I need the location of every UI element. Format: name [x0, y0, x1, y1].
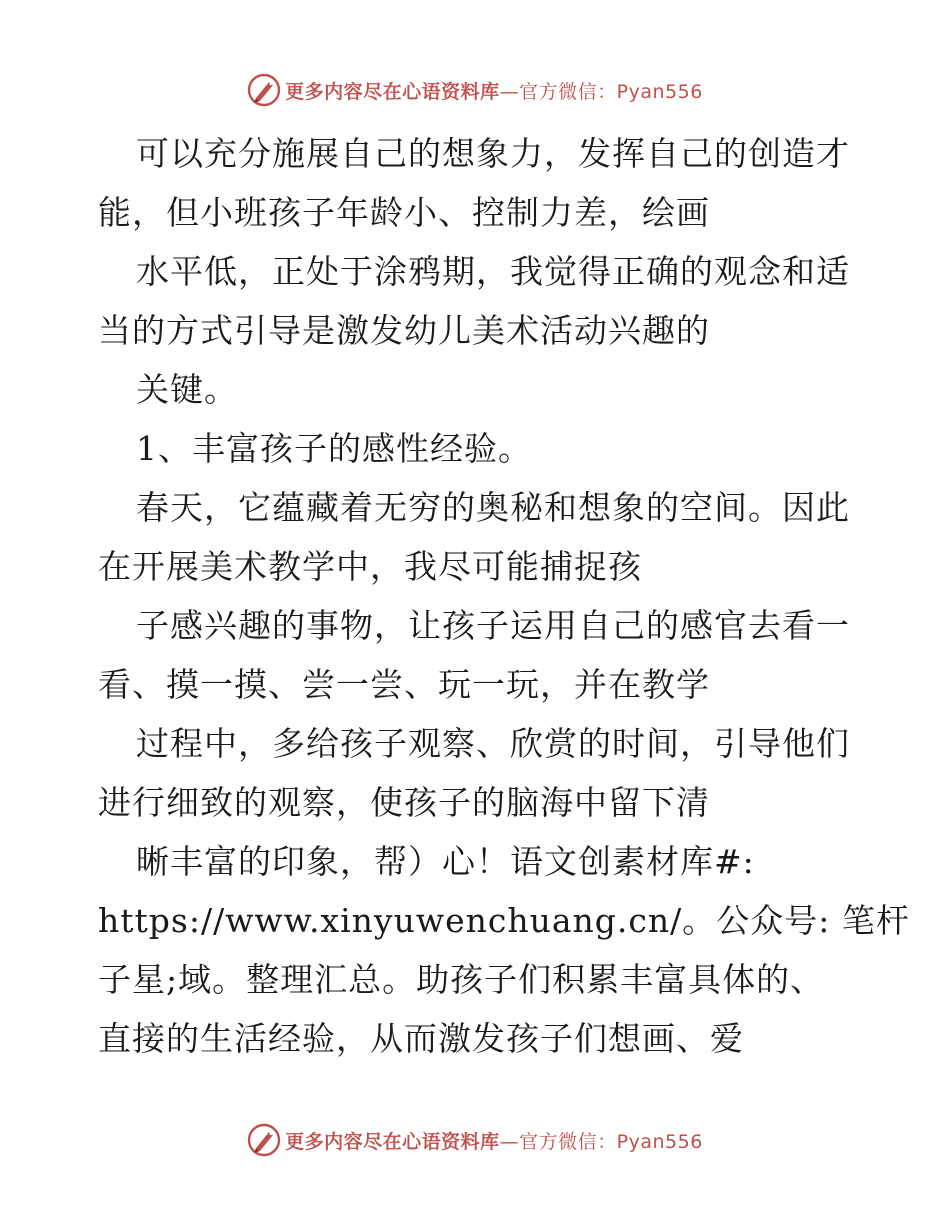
text-line: 子感兴趣的事物，让孩子运用自己的感官去看一 [136, 606, 850, 645]
pen-logo-icon [247, 1123, 281, 1157]
text-line: 当的方式引导是激发幼儿美术活动兴趣的 [98, 311, 710, 350]
footer-banner-inner [247, 1123, 703, 1157]
text-line: 晰丰富的印象，帮）心！语文创素材库#: [136, 842, 755, 881]
text-line: 春天，它蕴藏着无穷的奥秘和想象的空间。因此 [136, 488, 850, 527]
footer-wechat: 官方微信：Pyan556 [519, 1130, 703, 1153]
header-separator: — [499, 80, 520, 103]
text-line: 在开展美术教学中，我尽可能捕捉孩 [98, 547, 642, 586]
footer-banner [0, 1120, 950, 1160]
header-banner [0, 70, 950, 110]
header-wechat: 官方微信：Pyan556 [519, 80, 703, 103]
text-line: 直接的生活经验，从而激发孩子们想画、爱 [98, 1019, 744, 1058]
text-line: 子星;域。整理汇总。助孩子们积累丰富具体的、 [98, 960, 825, 999]
footer-brand: 更多内容尽在心语资料库 [285, 1130, 500, 1153]
header-banner-text [285, 77, 703, 104]
text-line: 1、丰富孩子的感性经验。 [136, 429, 532, 468]
text-line: 可以充分施展自己的想象力，发挥自己的创造才 [136, 134, 850, 173]
text-line: 过程中，多给孩子观察、欣赏的时间，引导他们 [136, 724, 850, 763]
footer-banner-text [285, 1127, 703, 1154]
text-line: 水平低，正处于涂鸦期，我觉得正确的观念和适 [136, 252, 850, 291]
text-line: https://www.xinyuwenchuang.cn/。公众号: 笔杆 [98, 901, 910, 940]
document-body [98, 124, 910, 1068]
pen-logo-icon [247, 73, 281, 107]
header-brand: 更多内容尽在心语资料库 [285, 80, 500, 103]
text-line: 关键。 [136, 370, 238, 409]
text-line: 能，但小班孩子年龄小、控制力差，绘画 [98, 193, 710, 232]
text-line: 看、摸一摸、尝一尝、玩一玩，并在教学 [98, 665, 710, 704]
header-banner-inner [247, 73, 703, 107]
text-line: 进行细致的观察，使孩子的脑海中留下清 [98, 783, 710, 822]
footer-separator: — [499, 1130, 520, 1153]
